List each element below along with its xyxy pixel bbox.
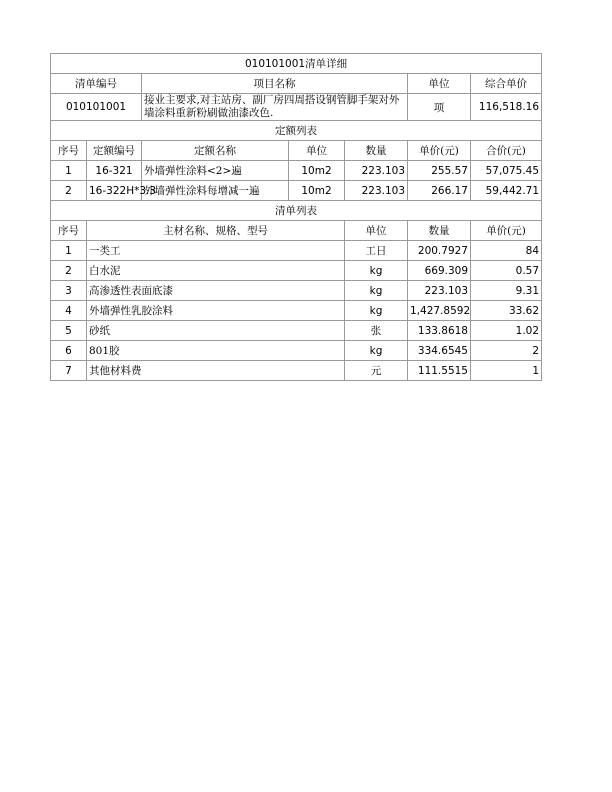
material-header-qty: 数量 <box>408 221 471 241</box>
material-qty: 133.8618 <box>408 321 471 341</box>
name-header: 项目名称 <box>142 74 408 94</box>
material-qty: 223.103 <box>408 281 471 301</box>
material-header-price: 单价(元) <box>471 221 542 241</box>
material-list <box>51 241 542 381</box>
quota-seq: 2 <box>51 181 87 201</box>
quota-header-code: 定额编号 <box>87 141 142 161</box>
quota-header-unit: 单位 <box>289 141 345 161</box>
quota-qty: 223.103 <box>345 161 408 181</box>
material-qty: 334.6545 <box>408 341 471 361</box>
material-header-row <box>51 221 542 241</box>
quota-price: 266.17 <box>408 181 471 201</box>
item-name: 接业主要求,对主站房、副厂房四周搭设钢管脚手架对外墙涂料重新粉刷做油漆改色. <box>142 94 408 121</box>
material-header-unit: 单位 <box>345 221 408 241</box>
material-unit: 工日 <box>345 241 408 261</box>
quota-unit: 10m2 <box>289 181 345 201</box>
material-name: 高渗透性表面底漆 <box>87 281 345 301</box>
material-price: 33.62 <box>471 301 542 321</box>
material-name: 801胶 <box>87 341 345 361</box>
material-name: 其他材料费 <box>87 361 345 381</box>
material-header-seq: 序号 <box>51 221 87 241</box>
material-price: 0.57 <box>471 261 542 281</box>
material-section-row <box>51 201 542 221</box>
price-header: 综合单价 <box>471 74 542 94</box>
material-name: 砂纸 <box>87 321 345 341</box>
material-qty: 669.309 <box>408 261 471 281</box>
material-row <box>51 341 542 361</box>
material-unit: kg <box>345 261 408 281</box>
material-unit: 张 <box>345 321 408 341</box>
item-code: 010101001 <box>51 94 142 121</box>
code-header: 清单编号 <box>51 74 142 94</box>
quota-header-seq: 序号 <box>51 141 87 161</box>
material-qty: 1,427.8592 <box>408 301 471 321</box>
material-seq: 1 <box>51 241 87 261</box>
material-section-title: 清单列表 <box>51 201 542 221</box>
quota-price: 255.57 <box>408 161 471 181</box>
quota-qty: 223.103 <box>345 181 408 201</box>
quota-name: 外墙弹性涂料<2>遍 <box>142 161 289 181</box>
material-price: 84 <box>471 241 542 261</box>
quota-total: 59,442.71 <box>471 181 542 201</box>
material-unit: kg <box>345 341 408 361</box>
quota-row <box>51 161 542 181</box>
title-row <box>51 54 542 74</box>
quota-total: 57,075.45 <box>471 161 542 181</box>
quota-section-title: 定额列表 <box>51 121 542 141</box>
quota-code: 16-321 <box>87 161 142 181</box>
quota-header-name: 定额名称 <box>142 141 289 161</box>
sheet-title: 010101001清单详细 <box>51 54 542 74</box>
material-unit: kg <box>345 301 408 321</box>
material-price: 2 <box>471 341 542 361</box>
material-row <box>51 241 542 261</box>
material-price: 1 <box>471 361 542 381</box>
quota-header-price: 单价(元) <box>408 141 471 161</box>
quota-header-qty: 数量 <box>345 141 408 161</box>
unit-header: 单位 <box>408 74 471 94</box>
material-row <box>51 301 542 321</box>
quota-unit: 10m2 <box>289 161 345 181</box>
material-row <box>51 281 542 301</box>
material-qty: 200.7927 <box>408 241 471 261</box>
item-row <box>51 94 542 121</box>
quota-header-row <box>51 141 542 161</box>
item-unit: 项 <box>408 94 471 121</box>
material-name: 白水泥 <box>87 261 345 281</box>
bill-detail-table <box>50 53 542 381</box>
material-header-name: 主材名称、规格、型号 <box>87 221 345 241</box>
material-name: 一类工 <box>87 241 345 261</box>
material-seq: 4 <box>51 301 87 321</box>
material-seq: 3 <box>51 281 87 301</box>
quota-code: 16-322H*3.3 <box>87 181 142 201</box>
header-row <box>51 74 542 94</box>
material-row <box>51 361 542 381</box>
quota-section-row <box>51 121 542 141</box>
material-row <box>51 261 542 281</box>
quota-name: 外墙弹性涂料每增减一遍 <box>142 181 289 201</box>
material-qty: 111.5515 <box>408 361 471 381</box>
material-unit: kg <box>345 281 408 301</box>
material-price: 9.31 <box>471 281 542 301</box>
material-seq: 5 <box>51 321 87 341</box>
material-unit: 元 <box>345 361 408 381</box>
quota-header-total: 合价(元) <box>471 141 542 161</box>
material-seq: 2 <box>51 261 87 281</box>
material-seq: 7 <box>51 361 87 381</box>
quota-row <box>51 181 542 201</box>
material-price: 1.02 <box>471 321 542 341</box>
material-row <box>51 321 542 341</box>
item-price: 116,518.16 <box>471 94 542 121</box>
material-name: 外墙弹性乳胶涂料 <box>87 301 345 321</box>
quota-seq: 1 <box>51 161 87 181</box>
material-seq: 6 <box>51 341 87 361</box>
